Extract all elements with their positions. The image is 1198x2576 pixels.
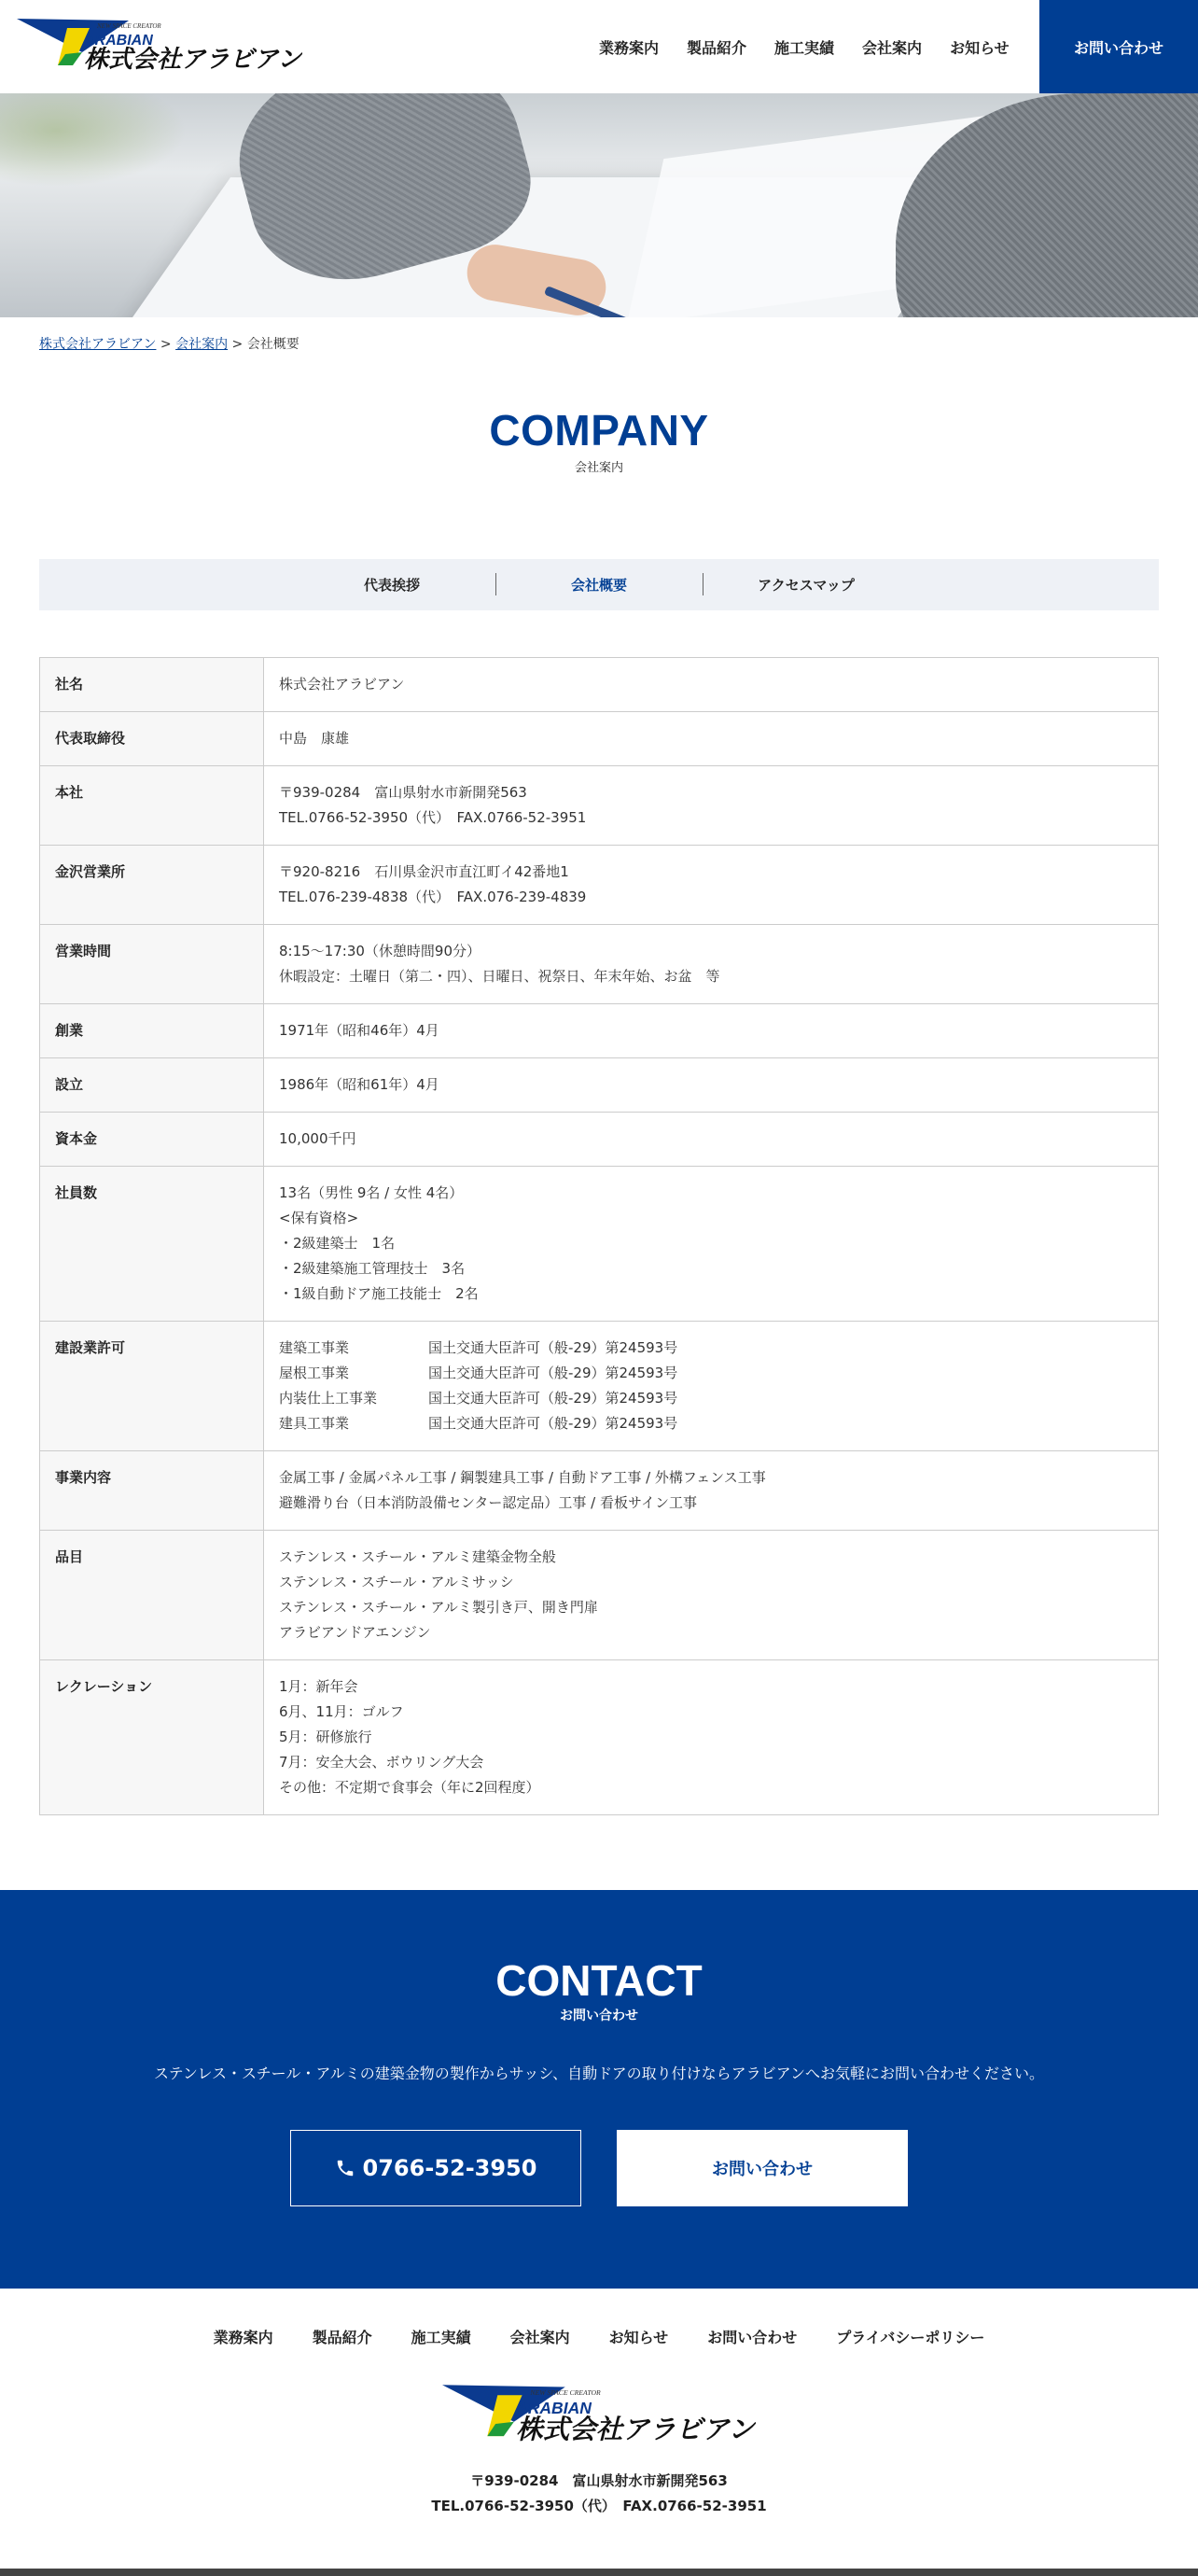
row-value-line: 株式会社アラビアン xyxy=(279,676,405,693)
footer-logo-brand: ARABIAN xyxy=(516,2399,592,2417)
footer-nav-services[interactable]: 業務案内 xyxy=(213,2329,273,2346)
row-value xyxy=(264,925,1159,1004)
row-value xyxy=(264,712,1159,766)
contact-title-ja: お問い合わせ xyxy=(560,2009,638,2023)
row-value xyxy=(264,1322,1159,1451)
license-type: 建築工事業 xyxy=(279,1339,350,1356)
row-value-line: 〒939-0284 富山県射水市新開発563 xyxy=(279,784,527,801)
breadcrumb-home[interactable]: 株式会社アラビアン xyxy=(39,337,157,352)
row-label: 創業 xyxy=(40,1004,264,1058)
row-value xyxy=(264,1113,1159,1167)
license-number: 国土交通大臣許可（般-29）第24593号 xyxy=(428,1365,678,1381)
row-value-line: 1986年（昭和61年）4月 xyxy=(279,1076,439,1093)
page-title-ja: 会社案内 xyxy=(574,461,623,475)
row-value-line: ・1級自動ドア施工技能士 2名 xyxy=(279,1285,479,1302)
company-logo[interactable] xyxy=(17,17,302,73)
footer-nav-privacy[interactable]: プライバシーポリシー xyxy=(836,2329,985,2346)
contact-lead: ステンレス・スチール・アルミの建築金物の製作からサッシ、自動ドアの取り付けならアラビアンへお気軽にお問い合わせください。 xyxy=(153,2065,1044,2082)
license-type: 内装仕上工事業 xyxy=(279,1390,378,1407)
footer-logo-tagline: NEW SPACE CREATOR xyxy=(530,2388,601,2398)
row-value-line: 8:15〜17:30（休憩時間90分） xyxy=(279,943,481,959)
tab-overview[interactable]: 会社概要 xyxy=(495,575,703,595)
nav-services[interactable]: 業務案内 xyxy=(599,38,660,57)
row-value-line: TEL.0766-52-3950（代） FAX.0766-52-3951 xyxy=(279,809,587,826)
row-value-line: 7月：安全大会、ボウリング大会 xyxy=(279,1754,484,1771)
row-value-line: ステンレス・スチール・アルミ建築金物全般 xyxy=(279,1548,556,1565)
table-row xyxy=(40,1004,1159,1058)
footer-address-block xyxy=(0,2469,1198,2519)
breadcrumb-separator: > xyxy=(156,337,176,352)
row-value-line: アラビアンドアエンジン xyxy=(279,1624,431,1641)
hero-image xyxy=(0,93,1198,317)
contact-phone-button[interactable] xyxy=(290,2130,581,2206)
row-value xyxy=(264,658,1159,712)
row-value xyxy=(264,1058,1159,1113)
table-row xyxy=(40,925,1159,1004)
footer-phone: TEL.0766-52-3950（代） FAX.0766-52-3951 xyxy=(431,2498,767,2514)
table-row xyxy=(40,1058,1159,1113)
table-row xyxy=(40,1531,1159,1660)
license-type: 屋根工事業 xyxy=(279,1365,350,1381)
header-contact-button[interactable]: お問い合わせ xyxy=(1039,0,1198,93)
footer-logo[interactable] xyxy=(442,2383,756,2444)
row-value-line: <保有資格> xyxy=(279,1210,359,1226)
row-value-line: 避難滑り台（日本消防設備センター認定品）工事 / 看板サイン工事 xyxy=(279,1494,697,1511)
contact-phone-number: 0766-52-3950 xyxy=(362,2155,537,2181)
license-type: 建具工事業 xyxy=(279,1415,350,1432)
bottom-bar xyxy=(0,2569,1198,2576)
license-number: 国土交通大臣許可（般-29）第24593号 xyxy=(428,1415,678,1432)
row-label: 建設業許可 xyxy=(40,1322,264,1451)
table-row xyxy=(40,1167,1159,1322)
nav-company[interactable]: 会社案内 xyxy=(862,38,923,57)
company-subnav xyxy=(39,559,1159,610)
row-value-line: 13名（男性 9名 / 女性 4名） xyxy=(279,1184,464,1201)
table-row xyxy=(40,846,1159,925)
license-line xyxy=(279,1386,1143,1411)
row-value xyxy=(264,1167,1159,1322)
row-value-line: TEL.076-239-4838（代） FAX.076-239-4839 xyxy=(279,889,587,905)
license-number: 国土交通大臣許可（般-29）第24593号 xyxy=(428,1390,678,1407)
contact-title-en: CONTACT xyxy=(495,1956,703,2005)
nav-works[interactable]: 施工実績 xyxy=(774,38,835,57)
table-row xyxy=(40,1322,1159,1451)
logo-company: 株式会社アラビアン xyxy=(84,46,301,73)
footer-address: 〒939-0284 富山県射水市新開発563 xyxy=(470,2472,728,2489)
logo-tagline: NEW SPACE CREATOR xyxy=(97,22,161,30)
global-nav xyxy=(599,0,1038,93)
breadcrumb-current: 会社概要 xyxy=(246,337,300,352)
page-title xyxy=(0,355,1198,475)
table-row xyxy=(40,712,1159,766)
table-row xyxy=(40,766,1159,846)
row-label: 社名 xyxy=(40,658,264,712)
row-label: 設立 xyxy=(40,1058,264,1113)
page-title-en: COMPANY xyxy=(489,406,709,455)
logo-brand: ARABIAN xyxy=(84,33,153,49)
row-value-line: その他：不定期で食事会（年に2回程度） xyxy=(279,1779,540,1796)
breadcrumb-parent[interactable]: 会社案内 xyxy=(175,337,229,352)
row-value-line: 休暇設定：土曜日（第二・四）、日曜日、祝祭日、年末年始、お盆 等 xyxy=(279,968,720,985)
footer-nav xyxy=(0,2326,1198,2347)
table-row xyxy=(40,1113,1159,1167)
row-label: 品目 xyxy=(40,1531,264,1660)
row-value-line: 5月：研修旅行 xyxy=(279,1729,372,1745)
row-value-line: 1971年（昭和46年）4月 xyxy=(279,1022,439,1039)
row-value xyxy=(264,1660,1159,1815)
site-header xyxy=(0,0,1198,93)
row-label: 営業時間 xyxy=(40,925,264,1004)
row-label: 社員数 xyxy=(40,1167,264,1322)
row-value-line: 中島 康雄 xyxy=(279,730,350,747)
row-value-line: 金属工事 / 金属パネル工事 / 鋼製建具工事 / 自動ドア工事 / 外構フェンス工事 xyxy=(279,1469,766,1486)
nav-products[interactable]: 製品紹介 xyxy=(687,38,747,57)
row-value-line: ステンレス・スチール・アルミ製引き戸、開き門扉 xyxy=(279,1599,598,1616)
row-value-line: 〒920-8216 石川県金沢市直江町イ42番地1 xyxy=(279,863,569,880)
row-label: 金沢営業所 xyxy=(40,846,264,925)
contact-section xyxy=(0,1890,1198,2289)
row-value-line: ・2級建築士 1名 xyxy=(279,1235,396,1252)
row-value xyxy=(264,1004,1159,1058)
footer-nav-products[interactable]: 製品紹介 xyxy=(312,2329,372,2346)
phone-icon xyxy=(335,2157,355,2179)
row-value-line: 6月、11月：ゴルフ xyxy=(279,1703,404,1720)
row-value xyxy=(264,1451,1159,1531)
footer-logo-company: 株式会社アラビアン xyxy=(516,2414,755,2444)
row-value xyxy=(264,846,1159,925)
table-row xyxy=(40,1451,1159,1531)
company-info-table xyxy=(39,657,1159,1815)
table-row xyxy=(40,658,1159,712)
table-row xyxy=(40,1660,1159,1815)
row-value-line: 10,000千円 xyxy=(279,1130,356,1147)
license-line xyxy=(279,1411,1143,1436)
tab-access-map[interactable]: アクセスマップ xyxy=(703,575,910,595)
license-number: 国土交通大臣許可（般-29）第24593号 xyxy=(428,1339,678,1356)
row-value-line: ・2級建築施工管理技士 3名 xyxy=(279,1260,466,1277)
footer-nav-news[interactable]: お知らせ xyxy=(608,2329,669,2346)
breadcrumb-separator: > xyxy=(228,337,247,352)
license-line xyxy=(279,1361,1143,1386)
footer-nav-company[interactable]: 会社案内 xyxy=(509,2329,570,2346)
tab-greeting[interactable]: 代表挨拶 xyxy=(363,577,420,594)
row-label: 事業内容 xyxy=(40,1451,264,1531)
row-value xyxy=(264,766,1159,846)
row-label: 代表取締役 xyxy=(40,712,264,766)
footer-nav-contact[interactable]: お問い合わせ xyxy=(707,2329,798,2346)
breadcrumb xyxy=(0,317,1198,355)
nav-news[interactable]: お知らせ xyxy=(950,38,1010,57)
row-label: 資本金 xyxy=(40,1113,264,1167)
row-label: レクレーション xyxy=(40,1660,264,1815)
contact-form-button[interactable]: お問い合わせ xyxy=(617,2130,908,2206)
footer-nav-works[interactable]: 施工実績 xyxy=(411,2329,471,2346)
row-value-line: ステンレス・スチール・アルミサッシ xyxy=(279,1574,514,1590)
row-label: 本社 xyxy=(40,766,264,846)
license-line xyxy=(279,1336,1143,1361)
site-footer xyxy=(0,2289,1198,2569)
row-value-line: 1月：新年会 xyxy=(279,1678,358,1695)
row-value xyxy=(264,1531,1159,1660)
